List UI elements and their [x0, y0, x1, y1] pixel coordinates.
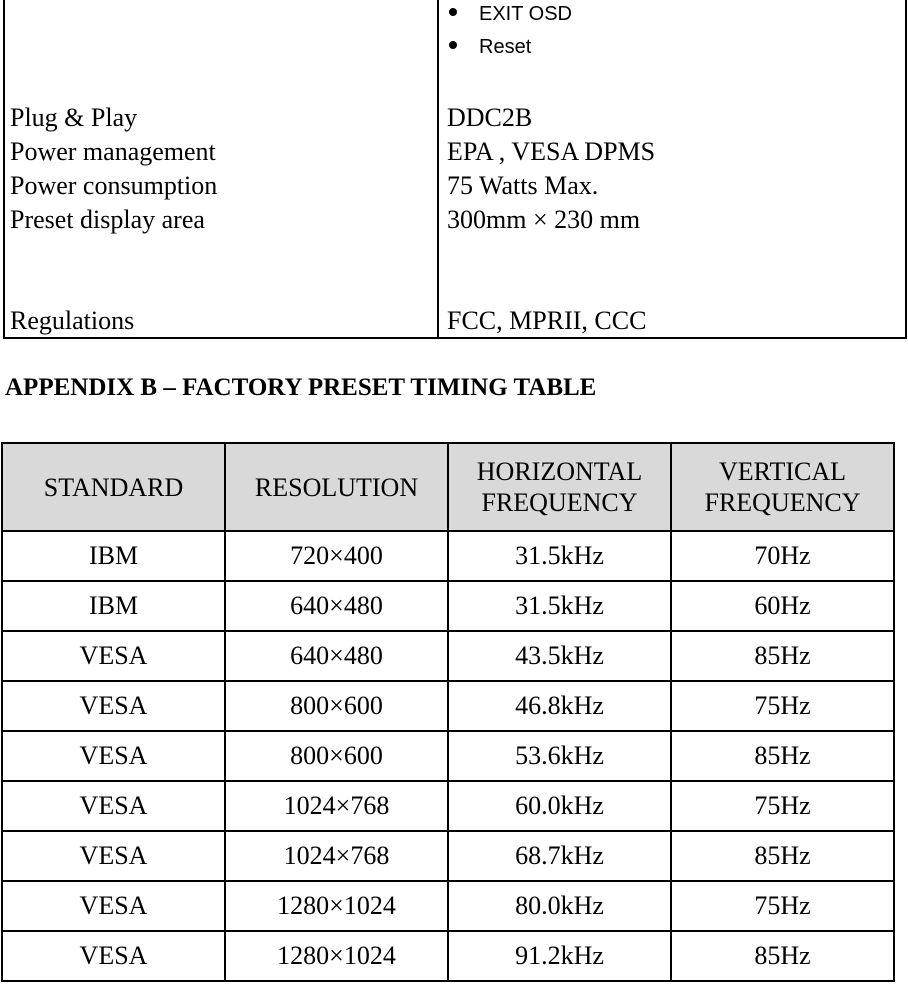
table-row — [2, 631, 894, 681]
osd-item — [449, 2, 572, 26]
cell-vertical-frequency: 75Hz — [671, 681, 894, 731]
cell-standard: VESA — [2, 781, 225, 831]
cell-horizontal-frequency: 80.0kHz — [448, 881, 671, 931]
spec-values-column — [437, 0, 907, 339]
cell-vertical-frequency: 85Hz — [671, 731, 894, 781]
osd-item — [449, 35, 531, 59]
table-row — [2, 731, 894, 781]
cell-horizontal-frequency: 31.5kHz — [448, 531, 671, 581]
cell-vertical-frequency: 70Hz — [671, 531, 894, 581]
osd-item-label: EXIT OSD — [479, 3, 572, 25]
cell-horizontal-frequency: 53.6kHz — [448, 731, 671, 781]
spec-label: Preset display area — [10, 205, 205, 234]
table-row — [2, 831, 894, 881]
bullet-icon — [449, 41, 457, 49]
cell-standard: VESA — [2, 681, 225, 731]
cell-vertical-frequency: 60Hz — [671, 581, 894, 631]
header-horizontal-frequency: HORIZONTAL FREQUENCY — [448, 443, 671, 531]
spec-label: Power management — [10, 137, 216, 166]
appendix-heading: APPENDIX B – FACTORY PRESET TIMING TABLE — [5, 374, 597, 401]
spec-labels-column — [3, 0, 439, 339]
bullet-icon — [449, 8, 457, 16]
cell-standard: VESA — [2, 881, 225, 931]
timing-body — [2, 531, 894, 981]
table-row — [2, 881, 894, 931]
cell-resolution: 1280×1024 — [225, 881, 448, 931]
table-row — [2, 581, 894, 631]
spec-label: Regulations — [10, 306, 135, 335]
cell-resolution: 720×400 — [225, 531, 448, 581]
cell-standard: VESA — [2, 831, 225, 881]
cell-resolution: 1024×768 — [225, 781, 448, 831]
table-row — [2, 781, 894, 831]
cell-horizontal-frequency: 91.2kHz — [448, 931, 671, 981]
timing-header-row — [2, 443, 894, 531]
cell-standard: VESA — [2, 731, 225, 781]
header-resolution: RESOLUTION — [225, 443, 448, 531]
table-row — [2, 681, 894, 731]
cell-vertical-frequency: 75Hz — [671, 881, 894, 931]
cell-vertical-frequency: 85Hz — [671, 931, 894, 981]
header-standard: STANDARD — [2, 443, 225, 531]
cell-standard: IBM — [2, 581, 225, 631]
spec-value: FCC, MPRII, CCC — [447, 306, 647, 335]
cell-horizontal-frequency: 31.5kHz — [448, 581, 671, 631]
timing-table — [1, 442, 895, 982]
cell-vertical-frequency: 75Hz — [671, 781, 894, 831]
cell-horizontal-frequency: 43.5kHz — [448, 631, 671, 681]
spec-value: 300mm × 230 mm — [447, 205, 641, 234]
cell-resolution: 1280×1024 — [225, 931, 448, 981]
cell-standard: VESA — [2, 931, 225, 981]
cell-resolution: 800×600 — [225, 731, 448, 781]
spec-label: Power consumption — [10, 171, 218, 200]
spec-label: Plug & Play — [10, 103, 138, 132]
table-row — [2, 931, 894, 981]
cell-vertical-frequency: 85Hz — [671, 831, 894, 881]
cell-horizontal-frequency: 68.7kHz — [448, 831, 671, 881]
spec-value: 75 Watts Max. — [447, 171, 599, 200]
spec-value: DDC2B — [447, 103, 533, 132]
cell-resolution: 800×600 — [225, 681, 448, 731]
spec-value: EPA , VESA DPMS — [447, 137, 656, 166]
table-row — [2, 531, 894, 581]
cell-horizontal-frequency: 60.0kHz — [448, 781, 671, 831]
cell-vertical-frequency: 85Hz — [671, 631, 894, 681]
cell-resolution: 640×480 — [225, 631, 448, 681]
cell-resolution: 640×480 — [225, 581, 448, 631]
cell-standard: VESA — [2, 631, 225, 681]
header-vertical-frequency: VERTICAL FREQUENCY — [671, 443, 894, 531]
osd-item-label: Reset — [479, 36, 532, 58]
cell-resolution: 1024×768 — [225, 831, 448, 881]
spec-table — [3, 0, 907, 339]
cell-standard: IBM — [2, 531, 225, 581]
cell-horizontal-frequency: 46.8kHz — [448, 681, 671, 731]
